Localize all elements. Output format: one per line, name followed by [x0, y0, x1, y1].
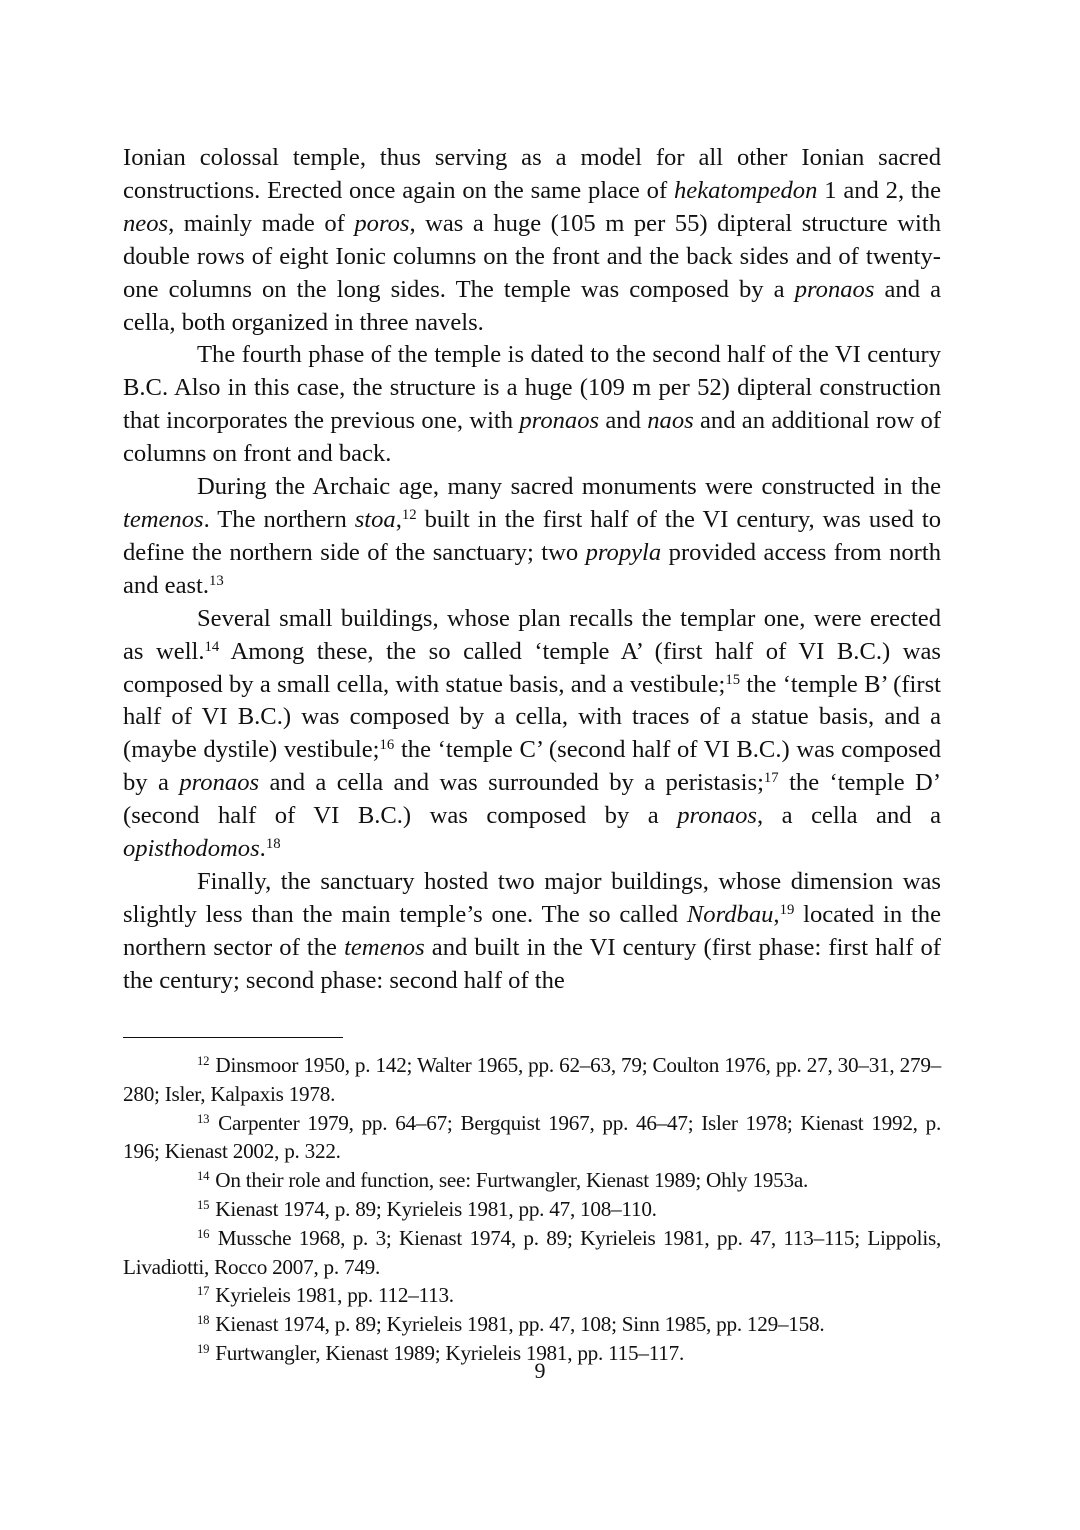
footnote-17	[123, 1281, 941, 1310]
text-run: provided access from north and east.	[123, 538, 941, 599]
footnote-text: Kienast 1974, p. 89; Kyrieleis 1981, pp. 47, 108–110.	[215, 1196, 657, 1221]
footnote-14	[123, 1166, 941, 1195]
paragraph-5	[123, 866, 941, 998]
italic-term: Nordbau	[686, 900, 774, 928]
italic-term: stoa	[354, 505, 396, 533]
text-run: , was a huge (105 m per 55) dipteral structure with double rows of eight Ionic columns on the front and the back sides and of twenty-one columns on the long sides. The temple was composed by a	[123, 209, 941, 303]
text-run: built in the first half of the VI century, was used to define the northern side of the sanctuary; two	[123, 505, 941, 566]
footnote-ref: 13	[209, 572, 224, 589]
footnote-text: Furtwangler, Kienast 1989; Kyrieleis 1981, pp. 115–117.	[215, 1340, 684, 1365]
italic-term: pronaos	[794, 275, 875, 303]
main-text	[123, 142, 941, 998]
italic-term: hekatompedon	[673, 176, 818, 204]
italic-term: pronaos	[179, 769, 260, 797]
text-run: Several small buildings, whose plan recalls the templar one, were erected as well.	[123, 604, 941, 665]
italic-term: temenos	[123, 505, 204, 533]
footnote-ref: 19	[779, 901, 795, 918]
footnote-ref: 12	[401, 506, 417, 523]
footnote-13	[123, 1109, 941, 1167]
footnote-text: Carpenter 1979, pp. 64–67; Bergquist 1967, pp. 46–47; Isler 1978; Kienast 1992, p. 196; Kienast 2002, p. 322.	[123, 1110, 941, 1164]
text-run: , mainly made of	[168, 209, 355, 237]
text-run: and a cella and was surrounded by a peristasis;	[259, 769, 764, 797]
footnote-ref: 18	[265, 835, 281, 852]
footnote-ref: 15	[725, 671, 741, 688]
italic-term: pronaos	[677, 802, 757, 830]
footnote-number: 15	[197, 1198, 210, 1212]
italic-term: pronaos	[519, 407, 600, 435]
footnote-number: 17	[197, 1284, 210, 1299]
footnote-ref: 14	[204, 638, 220, 655]
text-run: Ionian colossal temple, thus serving as a model for all other Ionian sacred constructions. Erected once again on the same place of	[123, 144, 941, 204]
footnote-ref: 17	[763, 770, 779, 787]
text-run: located in the northern sector of the	[123, 900, 941, 961]
footnote-number: 16	[197, 1226, 210, 1241]
footnote-text: Kienast 1974, p. 89; Kyrieleis 1981, pp. 47, 108; Sinn 1985, pp. 129–158.	[215, 1312, 825, 1337]
text-run: During the Archaic age, many sacred monuments were constructed in the	[197, 473, 941, 501]
text-run: and built in the VI century (first phase: first half of the century; second phase: second half of the	[123, 933, 941, 994]
text-run: .	[259, 835, 266, 863]
text-run: and an additional row of columns on front and back.	[123, 407, 942, 468]
footnote-15	[123, 1195, 941, 1224]
italic-term: naos	[647, 407, 694, 435]
text-run: , a cella and a	[756, 802, 941, 830]
footnotes	[123, 1051, 941, 1368]
italic-term: neos	[123, 209, 169, 237]
footnote-12	[123, 1051, 941, 1109]
text-run: . The northern	[203, 505, 355, 533]
footnote-18	[123, 1310, 941, 1339]
text-run: Among these, the so called ‘temple A’ (first half of VI B.C.) was composed by a small cella, with statue basis, and a vestibule;	[123, 637, 941, 698]
paragraph-2	[123, 339, 941, 471]
text-run: ,	[395, 505, 402, 533]
footnote-separator	[123, 1037, 343, 1038]
text-run: the ‘temple C’ (second half of VI B.C.) was composed by a	[123, 736, 942, 797]
italic-term: poros	[354, 209, 410, 237]
text-run: The fourth phase of the temple is dated to the second half of the VI century B.C. Also in this case, the structure is a huge (109 m per 52) dipteral construction that incorporates the previous one, with	[123, 341, 941, 435]
text-run: Finally, the sanctuary hosted two major buildings, whose dimension was slightly less than the main temple’s one. The so called	[123, 867, 941, 928]
footnote-text: Kyrieleis 1981, pp. 112–113.	[215, 1283, 454, 1308]
footnote-number: 19	[197, 1341, 210, 1356]
paragraph-3	[123, 471, 941, 603]
page-number: 9	[534, 1358, 546, 1383]
footnote-16	[123, 1224, 941, 1282]
italic-term: propyla	[585, 538, 662, 566]
paragraph-1	[123, 142, 941, 339]
text-run: and	[599, 407, 648, 435]
text-run: the ‘temple D’ (second half of VI B.C.) was composed by a	[123, 769, 942, 830]
footnote-number: 13	[197, 1111, 210, 1126]
text-run: ,	[773, 900, 780, 928]
italic-term: temenos	[344, 933, 425, 961]
footnote-number: 14	[197, 1169, 210, 1184]
italic-term: opisthodomos	[123, 835, 260, 863]
footnote-number: 18	[197, 1313, 210, 1328]
footnote-ref: 16	[379, 737, 395, 754]
text-run: the ‘temple B’ (first half of VI B.C.) was composed by a cella, with traces of a statue basis, and a (maybe dystile) vestibule;	[123, 670, 941, 764]
paragraph-4	[123, 603, 941, 866]
footnote-text: Mussche 1968, p. 3; Kienast 1974, p. 89; Kyrieleis 1981, pp. 47, 113–115; Lippolis, Livadiotti, Rocco 2007, p. 749.	[123, 1225, 941, 1279]
text-run: and a cella, both organized in three navels.	[123, 275, 941, 336]
footnote-text: On their role and function, see: Furtwangler, Kienast 1989; Ohly 1953a.	[215, 1168, 809, 1193]
footnote-number: 12	[197, 1054, 210, 1069]
footnote-text: Dinsmoor 1950, p. 142; Walter 1965, pp. 62–63, 79; Coulton 1976, pp. 27, 30–31, 279–280; Isler, Kalpaxis 1978.	[123, 1053, 942, 1106]
text-run: 1 and 2, the	[817, 176, 941, 204]
